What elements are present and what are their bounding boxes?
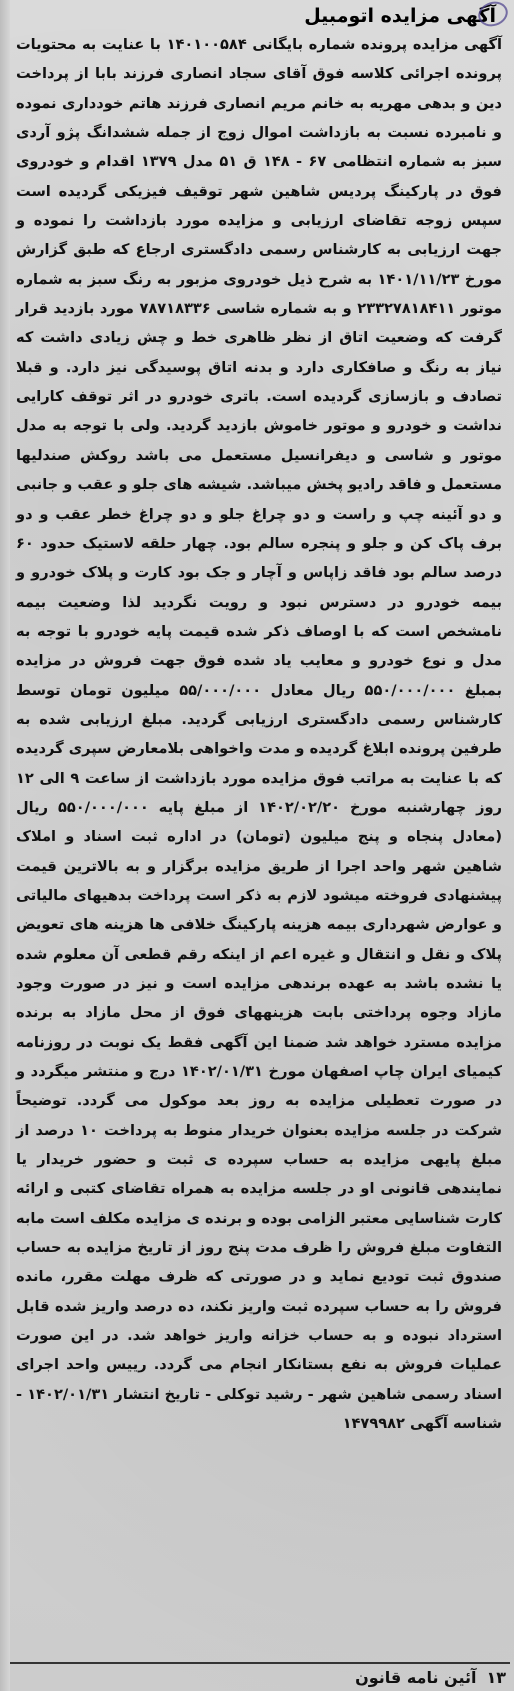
scan-edge (0, 0, 10, 1691)
footer-publication-label: آئین نامه قانون (355, 1667, 477, 1687)
page-footer (10, 1664, 506, 1690)
notice-body: آگهی مزایده پرونده شماره بایگانی ۱۴۰۱۰۰۵۸۴ با عنایت به محتویات پرونده اجرائی کلاسه فوق آقای سجاد انصاری فرزند بابا از پرداخت دین و بدهی مهریه به خانم مریم انصاری فرزند هاتم خودداری نموده و نامبرده نسبت به بازداشت اموال زوج از جمله ششدانگ پژو آردی سبز به شماره انتظامی ۶۷ - ۱۴۸ ق ۵۱ مدل ۱۳۷۹ اقدام و خودروی فوق در پارکینگ پردیس شاهین شهر توقیف فیزیکی گردیده است سپس زوجه تقاضای ارزیابی و مزایده مورد بازداشت را نموده و جهت ارزیابی به کارشناس رسمی دادگستری ارجاع که طبق گزارش مورخ ۱۴۰۱/۱۱/۲۳ به شرح ذیل خودروی مزبور به رنگ سبز به شماره موتور ۲۳۳۲۷۸۱۸۴۱۱ و به شماره شاسی ۷۸۷۱۸۳۳۶ مورد بازدید قرار گرفت که وضعیت اتاق از نظر ظاهری خط و چش زیادی داشت که نیاز به رنگ و صافکاری دارد و بدنه اتاق پوسیدگی نیز دارد. و قبلا تصادف و بازسازی گردیده است. باتری خودرو در اثر توقف کارایی نداشت و خودرو و موتور خاموش بازدید گردید. ولی با توجه به مدل موتور و شاسی و دیفرانسیل مستعمل می باشد روکش صندلیها مستعمل و فاقد رادیو پخش میباشد. شیشه های جلو و عقب و جانبی و دو آئینه چپ و راست و دو چراغ جلو و دو چراغ خطر عقب و دو برف پاک کن و جلو و پنجره سالم بود. چهار حلقه لاستیک حدود ۶۰ درصد سالم بود فاقد زاپاس و آچار و جک بود کارت و پلاک خودرو و بیمه خودرو در دسترس نبود و رویت نگردید لذا وضعیت بیمه نامشخص است که با اوصاف ذکر شده قیمت پایه خودرو با توجه به مدل و نوع خودرو و معایب یاد شده فوق جهت فروش در مزایده بمبلغ ۵۵۰/۰۰۰/۰۰۰ ریال معادل ۵۵/۰۰۰/۰۰۰ میلیون تومان توسط کارشناس رسمی دادگستری ارزیابی گردید. مبلغ ارزیابی شده به طرفین پرونده ابلاغ گردیده و مدت واخواهی بلامعارض سپری گردیده که با عنایت به مراتب فوق مزایده مورد بازداشت از ساعت ۹ الی ۱۲ روز چهارشنبه مورخ ۱۴۰۲/۰۲/۲۰ از مبلغ پایه ۵۵۰/۰۰۰/۰۰۰ ریال (معادل پنجاه و پنج میلیون (تومان) در اداره ثبت اسناد و املاک شاهین شهر واحد اجرا از طریق مزایده برگزار و به بالاترین قیمت پیشنهادی فروخته میشود لازم به ذکر است پرداخت بدهیهای مالیاتی و عوارض شهرداری بیمه هزینه پارکینگ خلافی ها هزینه های تعویض پلاک و نقل و انتقال و غیره اعم از اینکه رقم قطعی آن معلوم شده یا نشده باشد به عهده برندهی مزایده است و نیز در صورت وجود مازاد وجوه پرداختی بابت هزینههای فوق از محل مازاد به برنده مزایده مسترد خواهد شد ضمنا این آگهی فقط یک نوبت در روزنامه کیمیای ایران چاپ اصفهان مورخ ۱۴۰۲/۰۱/۳۱ درج و منتشر میگردد و در صورت تعطیلی مزایده به روز بعد موکول می گردد. توضیحاً شرکت در جلسه مزایده بعنوان خریدار منوط به پرداخت ۱۰ درصد از مبلغ پایهی مزایده به حساب سپرده ی ثبت و حضور خریدار یا نمایندهی قانونی او در جلسه مزایده به همراه تقاضای کتبی و ارائه کارت شناسایی معتبر الزامی بوده و برنده ی مزایده مکلف است مابه التفاوت مبلغ فروش را ظرف مدت پنج روز از تاریخ مزایده به حساب صندوق ثبت تودیع نماید و در صورتی که ظرف مهلت مقرر، مانده فروش را به حساب سپرده ثبت واریز نکند، ده درصد واریز شده قابل استرداد نبوده و به حساب خزانه واریز خواهد شد. در این صورت عملیات فروش به نفع بستانکار انجام می گردد. رییس واحد اجرای اسناد رسمی شاهین شهر - رشید توکلی - تاریخ انتشار ۱۴۰۲/۰۱/۳۱ - شناسه آگهی ۱۴۷۹۹۸۲ (16, 36, 503, 1433)
notice-title: آگهی مزایده اتومبیل (304, 5, 496, 27)
page-number: ۱۳ (486, 1667, 506, 1687)
auction-notice (10, 0, 510, 1691)
